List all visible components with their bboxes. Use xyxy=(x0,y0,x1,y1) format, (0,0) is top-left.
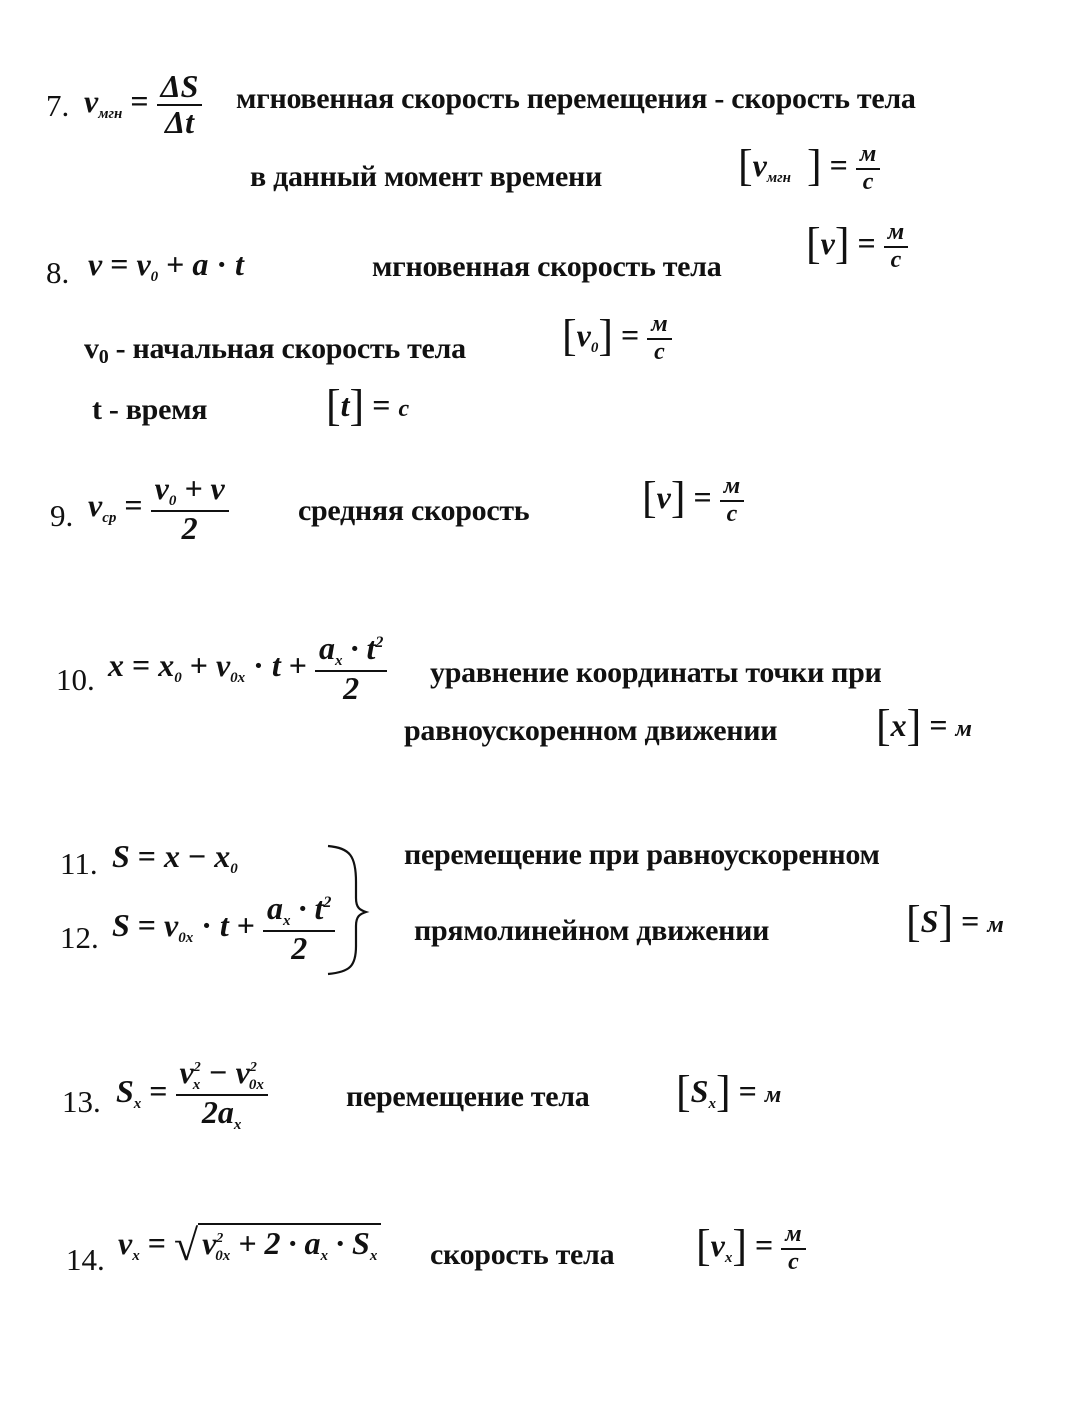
formula-8-unit: [v] = $\frac{м}{с}$ xyxy=(806,218,908,273)
right-brace-icon xyxy=(322,842,372,978)
formula-10-description: уравнение координаты точки при xyxy=(430,656,882,689)
formula-13-description: перемещение тела xyxy=(346,1080,590,1113)
formula-7-unit: [$v_{мгн}$ ] = $\frac{м}{с}$ xyxy=(738,140,880,195)
formula-11-description: перемещение при равноускоренном xyxy=(404,838,880,871)
formula-10: $x = x_0 + v_{0x} \cdot t$ + $\frac{a_x \cdot t^2}{2}$ xyxy=(108,632,387,705)
formula-10-description-cont: равноускоренном движении xyxy=(404,714,778,747)
formula-12: $S = v_{0x} \cdot t$ + $\frac{a_x \cdot t^2}{2}$ xyxy=(112,892,335,965)
formula-7-number: 7. xyxy=(46,88,70,123)
formula-14-number: 14. xyxy=(66,1242,105,1277)
formula-8-description: мгновенная скорость тела xyxy=(372,250,722,283)
formula-10-number: 10. xyxy=(56,662,95,697)
formula-14: $v_x$ = √ $v^2_{0x} + 2 \cdot a_x \cdot S_x$ xyxy=(118,1220,381,1271)
formula-13-unit: $[S_x] = м$ xyxy=(676,1067,782,1116)
t-unit: [t] = с xyxy=(326,381,410,430)
formula-11-number: 11. xyxy=(60,846,98,881)
formula-8-number: 8. xyxy=(46,255,70,290)
formula-9: $v_{ср}$ = $\frac{v_0 + v}{2}$ xyxy=(88,472,229,545)
formula-13: $S_x$ = $\frac{v^2_x - v^2_{0x}}{2a_x}$ xyxy=(116,1056,268,1134)
formula-9-description: средняя скорость xyxy=(298,494,530,527)
formula-14-unit: $[v_x]$ = $\frac{м}{с}$ xyxy=(696,1220,806,1275)
formula-7-description: мгновенная скорость перемещения - скорость тела xyxy=(236,82,916,115)
formula-12-number: 12. xyxy=(60,920,99,955)
formula-13-number: 13. xyxy=(62,1084,101,1119)
v0-unit: $[v_0]$ = $\frac{м}{с}$ xyxy=(562,310,672,365)
formula-9-unit: [v] = $\frac{м}{с}$ xyxy=(642,472,744,527)
formula-7: $v_{мгн}$ = $\frac{\Delta S}{\Delta t}$ xyxy=(84,70,202,139)
formula-9-number: 9. xyxy=(50,498,74,533)
formula-8: $v = v_0 + a \cdot t$ xyxy=(88,246,244,285)
t-description: t - время xyxy=(92,393,208,426)
formula-12-description: прямолинейном движении xyxy=(414,914,770,947)
formula-11: $S = x - x_0$ xyxy=(112,838,238,877)
formula-10-unit: [x] = м xyxy=(876,701,972,750)
formula-12-unit: [S] = м xyxy=(906,897,1004,946)
v0-description: v0 - начальная скорость тела xyxy=(84,332,466,368)
formula-7-description-cont: в данный момент времени xyxy=(250,160,603,193)
formula-14-description: скорость тела xyxy=(430,1238,615,1271)
